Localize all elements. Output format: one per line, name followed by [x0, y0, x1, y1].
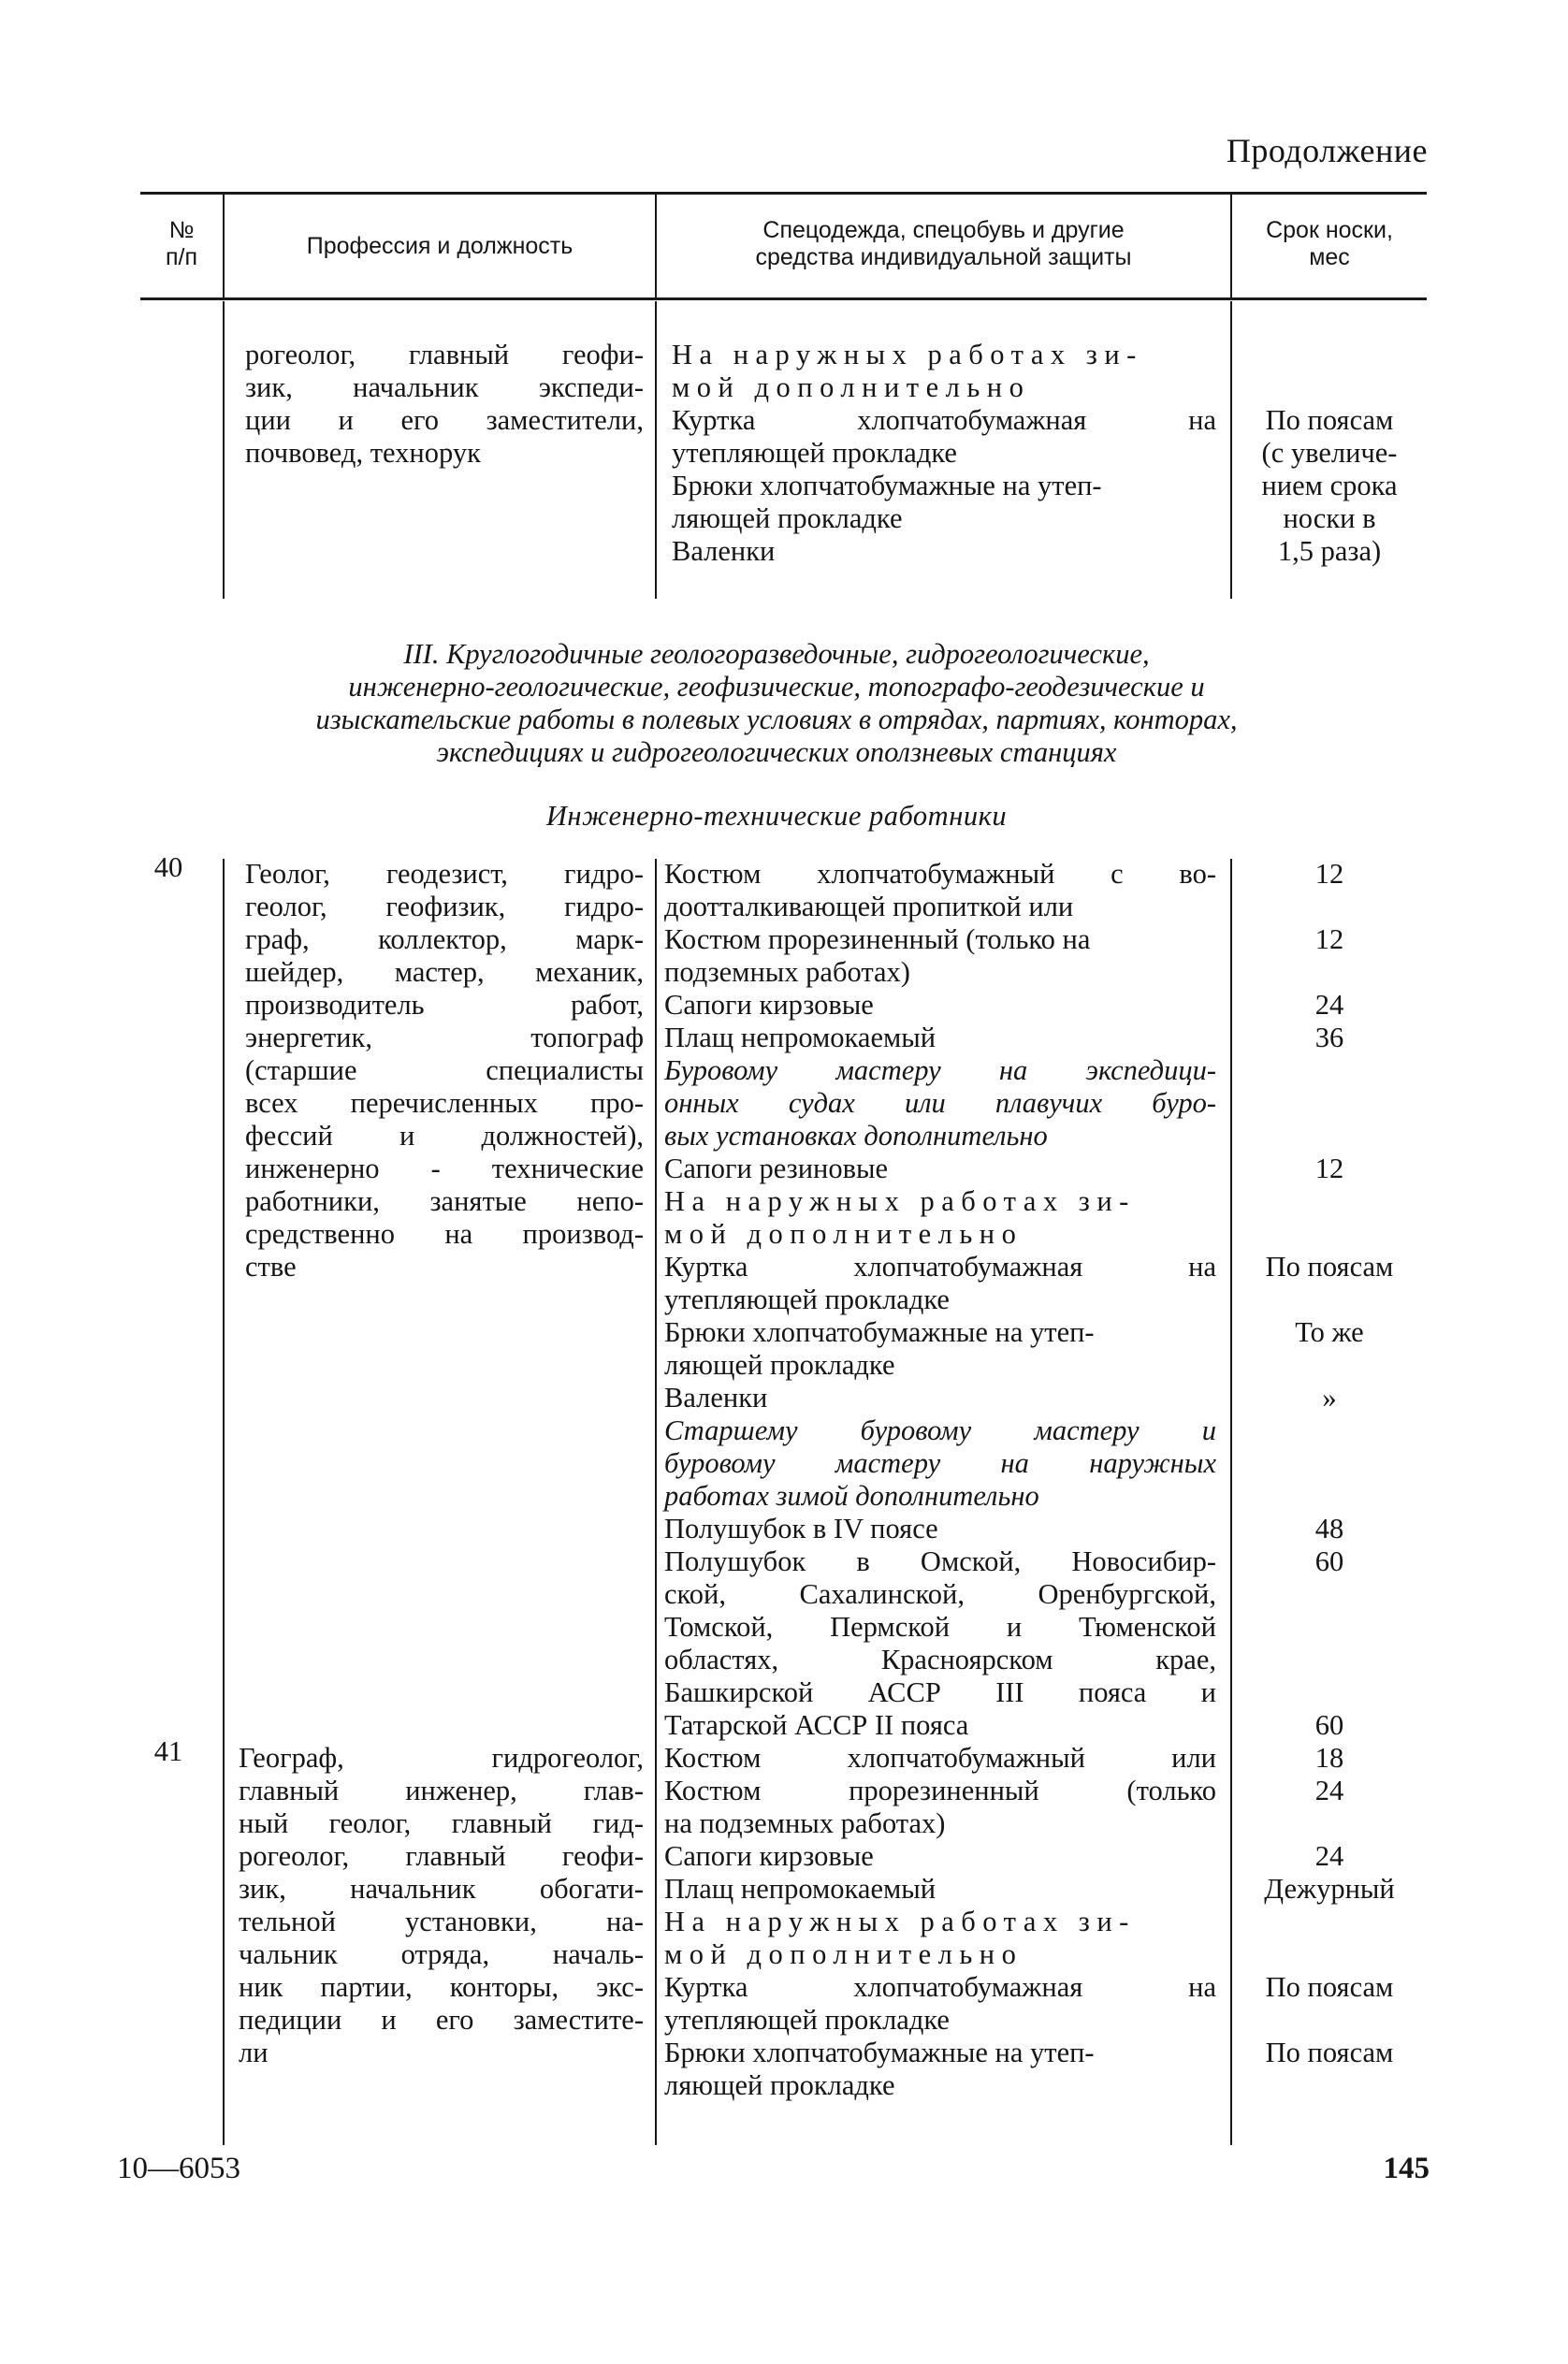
- row41-term: 24: [1314, 1840, 1344, 1872]
- main-divider-2: [655, 859, 657, 2145]
- row41-items: [664, 1742, 1216, 2102]
- main-divider-1: [223, 859, 225, 2145]
- text-line: вых установках дополнительно: [664, 1120, 1048, 1152]
- header-term-line2: мес: [1309, 244, 1350, 270]
- row40-items: [664, 858, 1216, 1742]
- section-title-line: инженерно-геологические, геофизические, топографо-геодезические и: [348, 671, 1205, 703]
- text-line: Брюки хлопчатобумажные на утеп-: [672, 470, 1102, 501]
- text-line: Томской, Пермской и Тюменской: [664, 1611, 1216, 1643]
- text-line: утепляющей прокладке: [664, 2004, 950, 2036]
- text-line: (старшие специалисты: [245, 1054, 644, 1086]
- row-number: 41: [153, 1735, 183, 1767]
- text-line: Буровому мастеру на экспедици-: [664, 1054, 1216, 1086]
- text-line: Брюки хлопчатобумажные на утеп-: [664, 2037, 1095, 2068]
- text-line: Плащ непромокаемый: [664, 1022, 936, 1053]
- text-line: ли: [239, 2037, 269, 2068]
- continuation-label: Продолжение: [1226, 132, 1428, 169]
- cont-divider-1: [223, 301, 225, 599]
- text-line: (с увеличе-: [1261, 437, 1398, 469]
- text-line: На наружных работах зи-: [672, 339, 1143, 370]
- table-header-bottom-rule: [140, 297, 1427, 300]
- header-num-line1: №: [168, 217, 195, 243]
- text-line: На наружных работах зи-: [664, 1185, 1136, 1217]
- row40-profession: [245, 858, 644, 1284]
- text-line: рогеолог, главный геофи-: [245, 339, 644, 370]
- text-line: носки в: [1283, 502, 1376, 534]
- header-num-line2: п/п: [165, 244, 198, 270]
- text-line: Костюм прорезиненный (только: [664, 1775, 1216, 1806]
- text-line: шейдер, мастер, механик,: [245, 956, 644, 988]
- text-line: буровому мастеру на наружных: [664, 1447, 1216, 1479]
- text-line: ции и его заместители,: [245, 404, 644, 436]
- section-title: [168, 638, 1385, 769]
- section-title-line: изыскательские работы в полевых условиях в отрядах, партиях, конторах,: [315, 703, 1238, 735]
- text-line: Сапоги резиновые: [664, 1153, 889, 1184]
- row40-term: 24: [1314, 989, 1344, 1021]
- text-line: Костюм хлопчатобумажный с во-: [664, 858, 1216, 890]
- text-line: ный геолог, главный гид-: [239, 1807, 644, 1839]
- text-line: Куртка хлопчатобумажная на: [664, 1251, 1216, 1283]
- text-line: Геолог, геодезист, гидро-: [245, 858, 644, 890]
- text-line: энергетик, топограф: [245, 1022, 644, 1053]
- header-clothing: [657, 217, 1230, 271]
- row41-term: По поясам: [1265, 1971, 1394, 2003]
- text-line: стве: [245, 1251, 297, 1283]
- text-line: Куртка хлопчатобумажная на: [672, 404, 1216, 436]
- text-line: Полушубок в IV поясе: [664, 1513, 938, 1545]
- text-line: граф, коллектор, марк-: [245, 923, 644, 955]
- text-line: геолог, геофизик, гидро-: [245, 891, 644, 922]
- row41-term: Дежурный: [1264, 1873, 1395, 1905]
- text-line: Татарской АССР II пояса: [664, 1709, 969, 1741]
- text-line: рогеолог, главный геофи-: [239, 1840, 644, 1872]
- page-number: 145: [1383, 2152, 1430, 2185]
- text-line: Костюм хлопчатобумажный или: [664, 1742, 1216, 1774]
- text-line: тельной установки, на-: [239, 1906, 644, 1937]
- text-line: зик, начальник экспеди-: [245, 371, 644, 403]
- row40-term: 36: [1314, 1022, 1344, 1053]
- text-line: всех перечисленных про-: [245, 1087, 644, 1119]
- text-line: педиции и его заместите-: [239, 2004, 644, 2036]
- row40-term: 12: [1314, 858, 1344, 890]
- text-line: на подземных работах): [664, 1807, 946, 1839]
- table-top-rule: [140, 192, 1427, 195]
- text-line: инженерно - технические: [245, 1153, 644, 1184]
- text-line: Плащ непромокаемый: [664, 1873, 936, 1905]
- subsection-title: Инженерно-технические работники: [545, 800, 1008, 832]
- printer-signature: 10—6053: [117, 2152, 240, 2185]
- text-line: Валенки: [672, 535, 776, 567]
- cont-items: [672, 339, 1216, 568]
- text-line: почвовед, технорук: [245, 437, 481, 469]
- header-clothing-line2: средства индивидуальной защиты: [755, 244, 1132, 270]
- cont-divider-2: [655, 301, 657, 599]
- row40-term: 60: [1314, 1709, 1344, 1741]
- text-line: фессий и должностей),: [245, 1120, 644, 1152]
- text-line: ской, Сахалинской, Оренбургской,: [664, 1578, 1216, 1610]
- text-line: мой дополнительно: [664, 1218, 1024, 1250]
- text-line: подземных работах): [664, 956, 910, 988]
- text-line: ник партии, конторы, экс-: [239, 1971, 644, 2003]
- row41-term: По поясам: [1265, 2037, 1394, 2068]
- text-line: онных судах или плавучих буро-: [664, 1087, 1216, 1119]
- text-line: ляющей прокладке: [672, 502, 903, 534]
- row40-term: 48: [1314, 1513, 1344, 1545]
- row40-term: »: [1322, 1382, 1337, 1414]
- text-line: ляющей прокладке: [664, 2069, 895, 2101]
- text-line: Валенки: [664, 1382, 768, 1414]
- text-line: мой дополнительно: [664, 1938, 1024, 1970]
- text-line: Костюм прорезиненный (только на: [664, 923, 1091, 955]
- text-line: мой дополнительно: [672, 371, 1031, 403]
- text-line: средственно на производ-: [245, 1218, 644, 1250]
- text-line: На наружных работах зи-: [664, 1906, 1136, 1937]
- cont-profession: [245, 339, 644, 470]
- text-line: областях, Красноярском крае,: [664, 1644, 1216, 1675]
- text-line: Куртка хлопчатобумажная на: [664, 1971, 1216, 2003]
- row41-term: 24: [1314, 1775, 1344, 1806]
- text-line: утепляющей прокладке: [672, 437, 957, 469]
- text-line: утепляющей прокладке: [664, 1284, 950, 1315]
- text-line: Брюки хлопчатобумажные на утеп-: [664, 1316, 1095, 1348]
- header-profession-label: Профессия и должность: [306, 233, 573, 259]
- text-line: Географ, гидрогеолог,: [239, 1742, 644, 1774]
- text-line: работники, занятые непо-: [245, 1185, 644, 1217]
- text-line: Башкирской АССР III пояса и: [664, 1676, 1216, 1708]
- cont-terms: [1232, 404, 1427, 568]
- text-line: главный инженер, глав-: [239, 1775, 644, 1806]
- text-line: Сапоги кирзовые: [664, 1840, 874, 1872]
- section-title-line: III. Круглогодичные геологоразведочные, гидрогеологические,: [403, 638, 1150, 670]
- row40-term: 12: [1314, 1153, 1344, 1184]
- text-line: Сапоги кирзовые: [664, 989, 874, 1021]
- text-line: производитель работ,: [245, 989, 644, 1021]
- text-line: 1,5 раза): [1277, 535, 1382, 567]
- text-line: доотталкивающей пропиткой или: [664, 891, 1074, 922]
- row40-term: То же: [1295, 1316, 1364, 1348]
- row-number: 40: [153, 851, 183, 883]
- text-line: работах зимой дополнительно: [664, 1480, 1039, 1512]
- row41-term: 18: [1314, 1742, 1344, 1774]
- section-title-line: экспедициях и гидрогеологических оползневых станциях: [436, 736, 1117, 768]
- header-profession: [225, 233, 655, 260]
- text-line: зик, начальник обогати-: [239, 1873, 644, 1905]
- row40-term: 12: [1314, 923, 1344, 955]
- header-num: [140, 217, 223, 271]
- row41-profession: [239, 1742, 644, 2069]
- text-line: Полушубок в Омской, Новосибир-: [664, 1545, 1216, 1577]
- text-line: нием срока: [1261, 470, 1398, 501]
- text-line: чальник отряда, началь-: [239, 1938, 644, 1970]
- row40-term: По поясам: [1265, 1251, 1394, 1283]
- header-term-line1: Срок носки,: [1266, 217, 1393, 243]
- text-line: По поясам: [1265, 404, 1394, 436]
- text-line: ляющей прокладке: [664, 1349, 895, 1381]
- row40-term: 60: [1314, 1545, 1344, 1577]
- header-term: [1232, 217, 1427, 271]
- text-line: Старшему буровому мастеру и: [664, 1414, 1216, 1446]
- header-clothing-line1: Спецодежда, спецобувь и другие: [762, 217, 1125, 243]
